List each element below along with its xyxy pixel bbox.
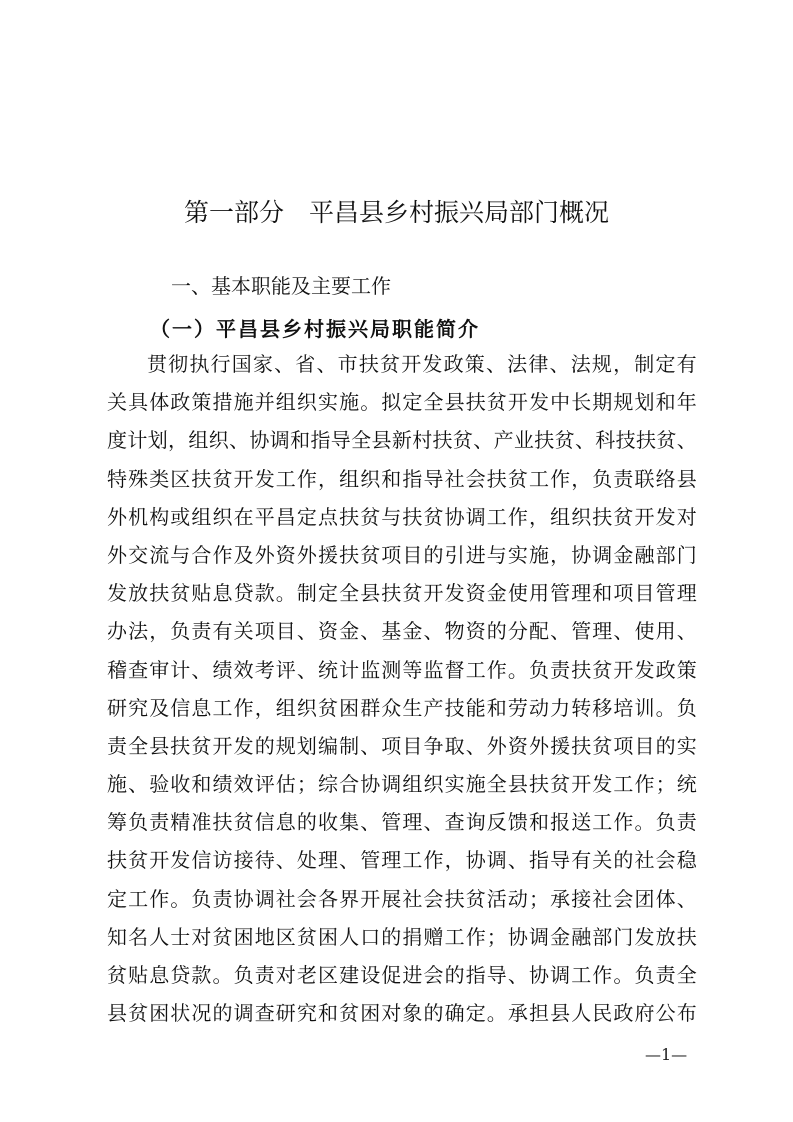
body-line: 筹负责精准扶贫信息的收集、管理、查询反馈和报送工作。负责 — [107, 810, 697, 835]
body-line: 办法，负责有关项目、资金、基金、物资的分配、管理、使用、 — [107, 619, 697, 644]
body-line: 稽查审计、绩效考评、统计监测等监督工作。负责扶贫开发政策 — [107, 657, 697, 682]
body-line: 研究及信息工作，组织贫困群众生产技能和劳动力转移培训。负 — [107, 695, 697, 720]
body-line: 特殊类区扶贫开发工作，组织和指导社会扶贫工作，负责联络县 — [107, 466, 697, 491]
body-line: 施、验收和绩效评估；综合协调组织实施全县扶贫开发工作；统 — [107, 772, 697, 797]
body-line: 县贫困状况的调查研究和贫困对象的确定。承担县人民政府公布 — [107, 1001, 697, 1026]
body-line: 定工作。负责协调社会各界开展社会扶贫活动；承接社会团体、 — [107, 886, 697, 911]
section-heading: 一、基本职能及主要工作 — [171, 274, 391, 298]
body-line: 贫贴息贷款。负责对老区建设促进会的指导、协调工作。负责全 — [107, 963, 697, 987]
body-line: 度计划，组织、协调和指导全县新村扶贫、产业扶贫、科技扶贫、 — [107, 428, 697, 453]
body-line: 责全县扶贫开发的规划编制、项目争取、外资外援扶贫项目的实 — [107, 733, 697, 758]
page-number: —1— — [645, 1045, 688, 1064]
page-title: 第一部分 平昌县乡村振兴局部门概况 — [183, 198, 609, 227]
body-line: 关具体政策措施并组织实施。拟定全县扶贫开发中长期规划和年 — [107, 390, 697, 415]
body-line: 扶贫开发信访接待、处理、管理工作，协调、指导有关的社会稳 — [107, 848, 697, 873]
body-paragraph — [107, 345, 697, 1032]
body-line: 外交流与合作及外资外援扶贫项目的引进与实施，协调金融部门 — [107, 542, 697, 567]
body-line: 知名人士对贫困地区贫困人口的捐赠工作；协调金融部门发放扶 — [107, 924, 697, 949]
body-line: 外机构或组织在平昌定点扶贫与扶贫协调工作，组织扶贫开发对 — [107, 504, 697, 529]
subsection-heading: （一）平昌县乡村振兴局职能简介 — [150, 317, 480, 341]
body-line: 贯彻执行国家、省、市扶贫开发政策、法律、法规，制定有 — [147, 352, 697, 376]
body-line: 发放扶贫贴息贷款。制定全县扶贫开发资金使用管理和项目管理 — [107, 581, 697, 606]
